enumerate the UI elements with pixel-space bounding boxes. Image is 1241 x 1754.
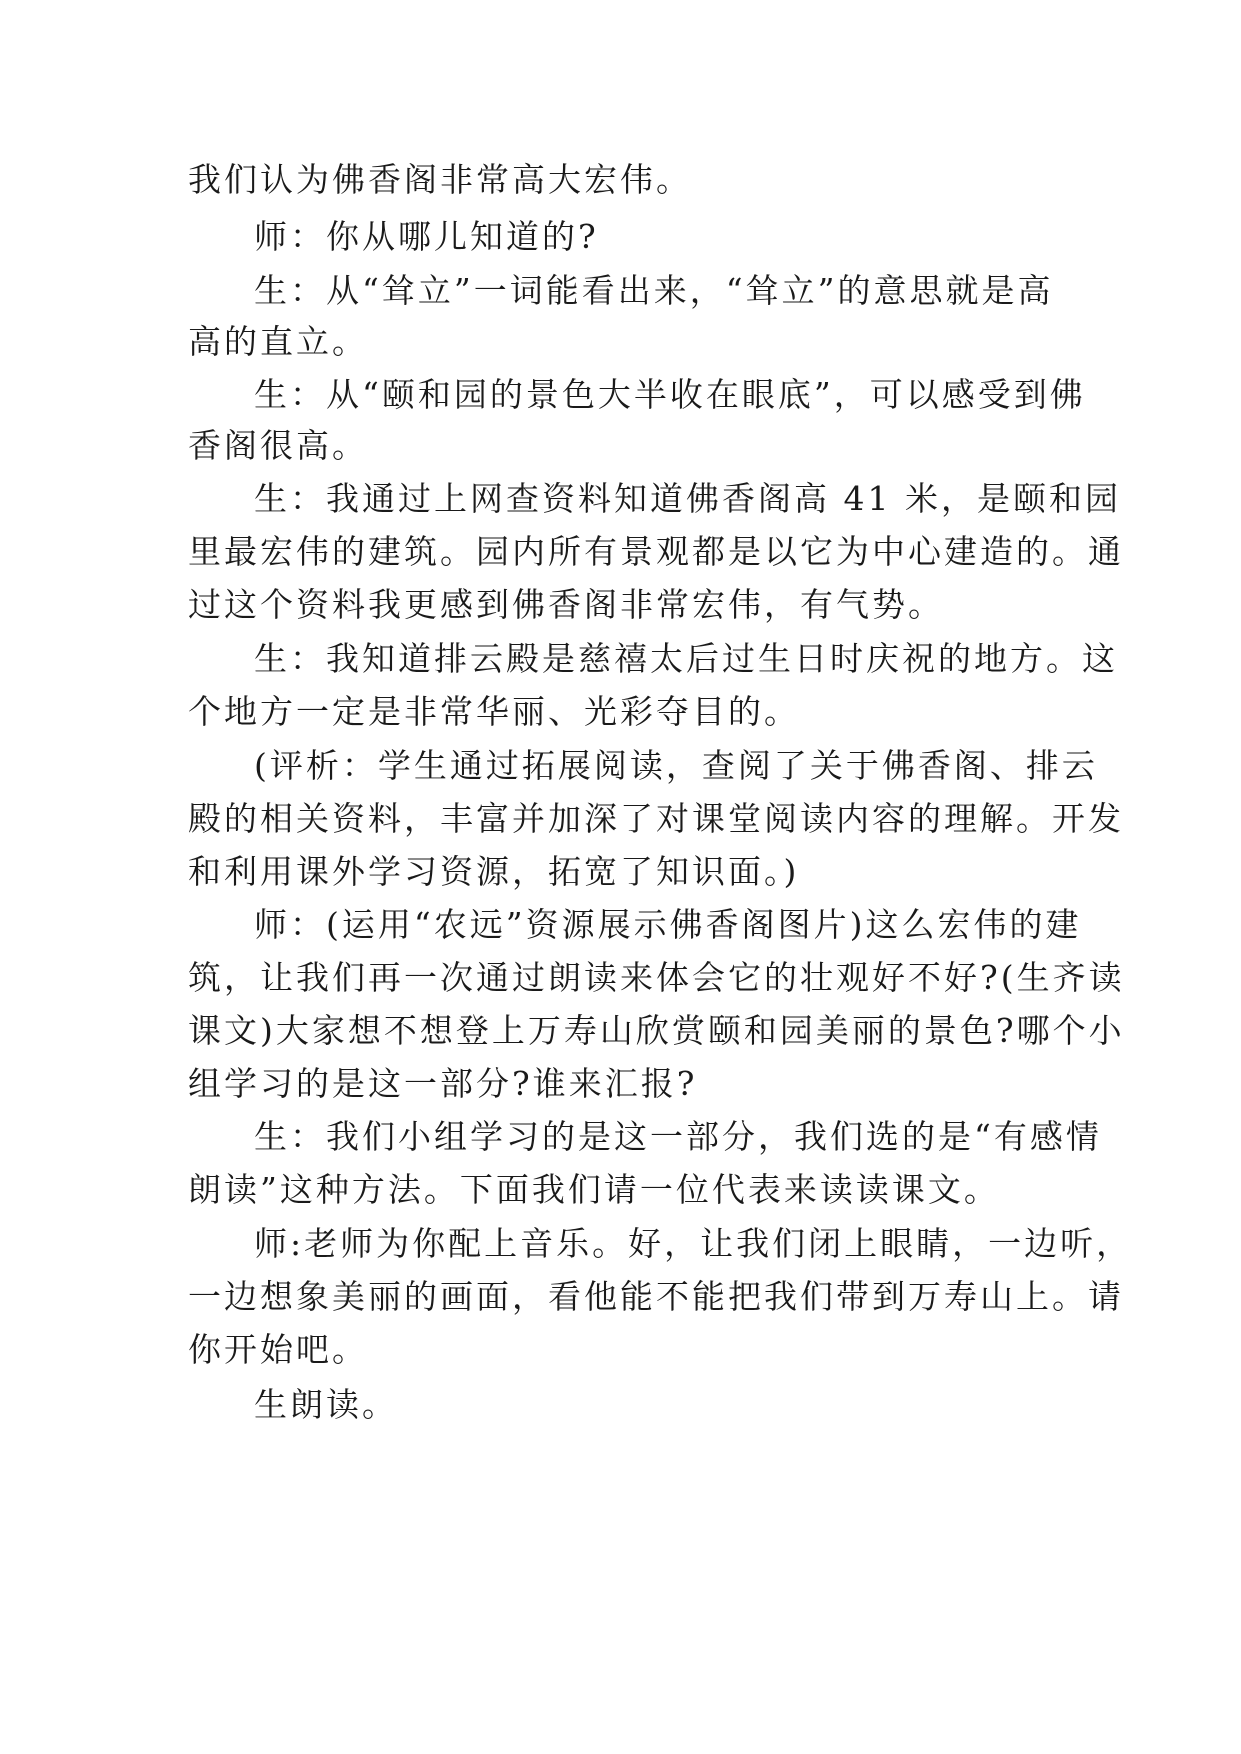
text-line: 筑，让我们再一次通过朗读来体会它的壮观好不好?(生齐读 (188, 958, 1125, 997)
text-line: 生：从“耸立”一词能看出来，“耸立”的意思就是高 (254, 271, 1054, 310)
text-line: 朗读”这种方法。下面我们请一位代表来读读课文。 (188, 1170, 1000, 1209)
text-line: 课文)大家想不想登上万寿山欣赏颐和园美丽的景色?哪个小 (188, 1011, 1125, 1050)
text-line: 你开始吧。 (188, 1330, 368, 1369)
text-line: 师：(运用“农远”资源展示佛香阁图片)这么宏伟的建 (254, 905, 1082, 944)
text-line: 我们认为佛香阁非常高大宏伟。 (188, 160, 692, 199)
text-line: 生：从“颐和园的景色大半收在眼底”，可以感受到佛 (254, 375, 1086, 414)
text-line: 一边想象美丽的画面，看他能不能把我们带到万寿山上。请 (188, 1277, 1124, 1316)
text-line: 师：你从哪儿知道的? (254, 217, 599, 256)
text-line: 生：我通过上网查资料知道佛香阁高 41 米，是颐和园 (254, 479, 1121, 518)
text-line: 里最宏伟的建筑。园内所有景观都是以它为中心建造的。通 (188, 532, 1124, 571)
text-line: 过这个资料我更感到佛香阁非常宏伟，有气势。 (188, 585, 944, 624)
text-line: 生：我知道排云殿是慈禧太后过生日时庆祝的地方。这 (254, 639, 1118, 678)
text-line: 个地方一定是非常华丽、光彩夺目的。 (188, 692, 800, 731)
text-line: 高的直立。 (188, 322, 368, 361)
text-line: 生：我们小组学习的是这一部分，我们选的是“有感情 (254, 1117, 1102, 1156)
text-line: 组学习的是这一部分?谁来汇报? (188, 1064, 698, 1103)
text-line: 和利用课外学习资源，拓宽了知识面。) (188, 852, 800, 891)
text-line: 殿的相关资料，丰富并加深了对课堂阅读内容的理解。开发 (188, 799, 1124, 838)
text-line: 生朗读。 (254, 1385, 398, 1424)
text-line: 香阁很高。 (188, 426, 368, 465)
text-line: (评析：学生通过拓展阅读，查阅了关于佛香阁、排云 (254, 746, 1098, 785)
text-line: 师:老师为你配上音乐。好，让我们闭上眼睛，一边听， (254, 1224, 1133, 1263)
